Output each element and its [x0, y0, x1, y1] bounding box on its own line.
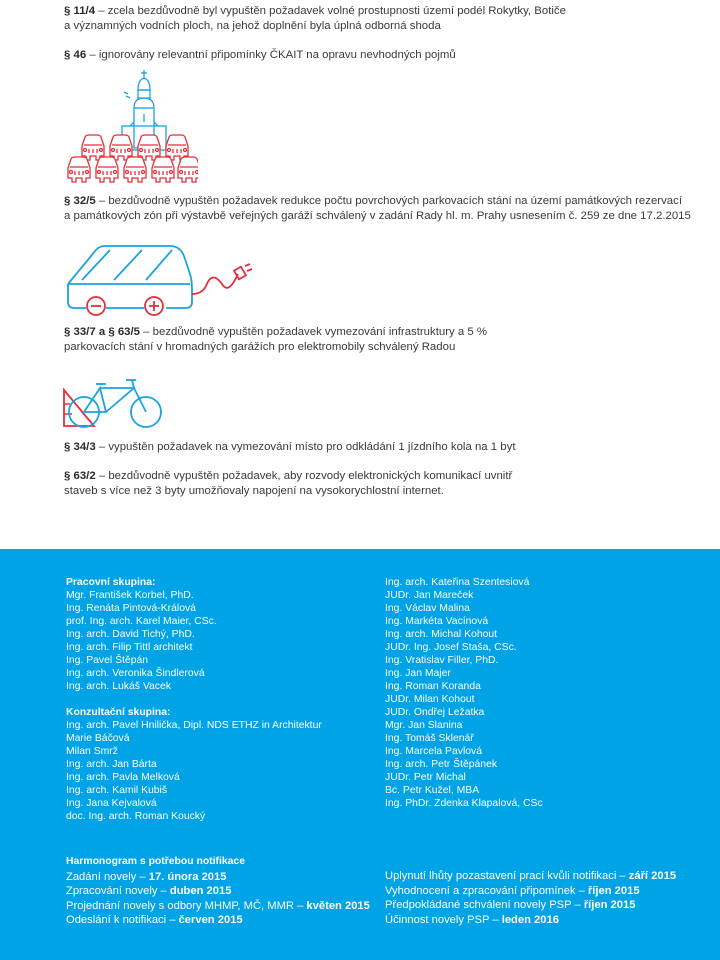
car-icon — [152, 157, 174, 182]
schedule-item: Zpracování novely – duben 2015 — [66, 885, 232, 898]
working-group-title: Pracovní skupina: — [66, 577, 156, 588]
car-icon — [166, 135, 188, 160]
schedule-right — [385, 869, 676, 927]
list-item: Ing. arch. Pavla Melková — [66, 772, 180, 783]
list-item: JUDr. Petr Michal — [385, 772, 466, 783]
schedule-date: 17. února 2015 — [148, 870, 227, 883]
consult-group-title: Konzultační skupina: — [66, 707, 171, 718]
list-item: doc. Ing. arch. Roman Koucký — [66, 811, 206, 822]
list-item: Ing. arch. Kamil Kubiš — [66, 785, 168, 796]
list-item: Mgr. Jan Slanina — [385, 720, 463, 731]
list-item: Ing. Vratislav Filler, PhD. — [385, 655, 499, 666]
schedule-item: Účinnost novely PSP – leden 2016 — [385, 913, 559, 926]
schedule-item: Projednání novely s odbory MHMP, MČ, MMR – květen 2015 — [66, 899, 370, 912]
car-icon — [82, 135, 104, 160]
list-item: Ing. arch. Pavel Hnilička, Dipl. NDS ETHZ in Architektur — [66, 720, 322, 731]
list-item: Ing. arch. Kateřina Szentesiová — [385, 577, 530, 588]
section-33-7-63-5: § 33/7 a § 63/5 – bezdůvodně vypuštěn požadavek vymezování infrastruktury a 5 % parkovacích stání v hromadných garážích pro elektromobily schválený Radou — [64, 326, 487, 353]
bicycle-illustration — [62, 374, 172, 434]
section-32-5: § 32/5 – bezdůvodně vypuštěn požadavek redukce počtu povrchových parkovacích stání na území památkových rezervací a památkových zón při výstavbě veřejných garáží schválený v zadání Rady hl. m. Prahy usnesením č. 259 ze dne 17.2.2015 — [64, 195, 691, 222]
consult-group-list — [66, 719, 322, 823]
schedule-item: Odeslání k notifikaci – červen 2015 — [66, 914, 243, 927]
section-63-2: § 63/2 – bezdůvodně vypuštěn požadavek, aby rozvody elektronických komunikací uvnitř staveb s více než 3 byty umožňovaly napojení na vysokorychlostní internet. — [64, 470, 513, 497]
schedule-title: Harmonogram s potřebou notifikace — [66, 856, 245, 867]
schedule-date: září 2015 — [628, 870, 677, 882]
list-item: Ing. arch. Veronika Šindlerová — [66, 668, 205, 679]
list-item: Ing. arch. Jan Bárta — [66, 759, 157, 770]
list-item: Ing. Roman Koranda — [385, 681, 481, 692]
list-item: JUDr. Ing. Josef Staša, CSc. — [385, 642, 517, 653]
schedule-date: říjen 2015 — [583, 899, 636, 912]
list-item: prof. Ing. arch. Karel Maier, CSc. — [66, 616, 217, 627]
section-46: § 46 – ignorovány relevantní připomínky ČKAIT na opravu nevhodných pojmů — [64, 49, 456, 61]
list-item: Ing. Václav Malina — [385, 603, 470, 614]
list-item: Ing. Pavel Štěpán — [66, 655, 149, 666]
electric-car-illustration — [62, 240, 262, 320]
schedule-date: duben 2015 — [169, 885, 232, 898]
list-item: Ing. arch. Lukáš Vacek — [66, 681, 171, 692]
list-item: Ing. Jan Majer — [385, 668, 451, 679]
list-item: Ing. arch. Filip Tittl architekt — [66, 642, 193, 653]
groups-right-column — [385, 576, 543, 810]
groups-left-column — [66, 576, 322, 823]
car-icon — [138, 135, 160, 160]
schedule-date: červen 2015 — [178, 914, 243, 927]
church-with-cars-illustration — [62, 68, 198, 188]
schedule-left — [66, 855, 370, 928]
list-item: Ing. Renáta Pintová-Králová — [66, 603, 196, 614]
list-item: Ing. Tomáš Sklenář — [385, 733, 474, 744]
schedule-date: květen 2015 — [306, 899, 370, 912]
list-item: Bc. Petr Kužel, MBA — [385, 785, 480, 796]
list-item: JUDr. Jan Mareček — [385, 590, 474, 601]
list-item: Ing. Marcela Pavlová — [385, 746, 483, 757]
section-34-3: § 34/3 – vypuštěn požadavek na vymezování místo pro odkládání 1 jízdního kola na 1 byt — [64, 441, 516, 453]
list-item: Ing. arch. Michal Kohout — [385, 629, 498, 640]
consult-group-list-continued — [385, 576, 543, 810]
car-icon — [110, 135, 132, 160]
schedule-date: říjen 2015 — [587, 884, 640, 897]
list-item: Marie Báčová — [66, 733, 130, 744]
list-item: Ing. arch. Petr Štěpánek — [385, 759, 498, 770]
schedule-item: Zadání novely – 17. února 2015 — [66, 870, 227, 883]
section-11-4: § 11/4 – zcela bezdůvodně byl vypuštěn požadavek volné prostupnosti území podél Rokytky, Botiče a významných vodních ploch, na jehož doplnění byla úplná odborná shoda — [64, 5, 566, 32]
car-icon — [124, 157, 146, 182]
car-icon — [96, 157, 118, 182]
schedule-item: Předpokládané schválení novely PSP – říjen 2015 — [385, 899, 636, 912]
working-group-list — [66, 589, 322, 693]
list-item: Mgr. František Korbel, PhD. — [66, 590, 194, 601]
schedule-item: Vyhodnocení a zpracování připomínek – říjen 2015 — [385, 884, 640, 897]
list-item: JUDr. Milan Kohout — [385, 694, 475, 705]
schedule-item: Uplynutí lhůty pozastavení prací kvůli notifikaci – září 2015 — [385, 870, 677, 882]
list-item: Ing. PhDr. Zdenka Klapalová, CSc — [385, 798, 543, 809]
list-item: Ing. Markéta Vacínová — [385, 616, 489, 627]
schedule-date: leden 2016 — [501, 913, 559, 926]
list-item: JUDr. Ondřej Ležatka — [385, 707, 485, 718]
list-item: Milan Smrž — [66, 746, 118, 757]
list-item: Ing. Jana Kejvalová — [66, 798, 157, 809]
car-icon — [178, 157, 198, 182]
car-icon — [68, 157, 90, 182]
list-item: Ing. arch. David Tichý, PhD. — [66, 629, 195, 640]
